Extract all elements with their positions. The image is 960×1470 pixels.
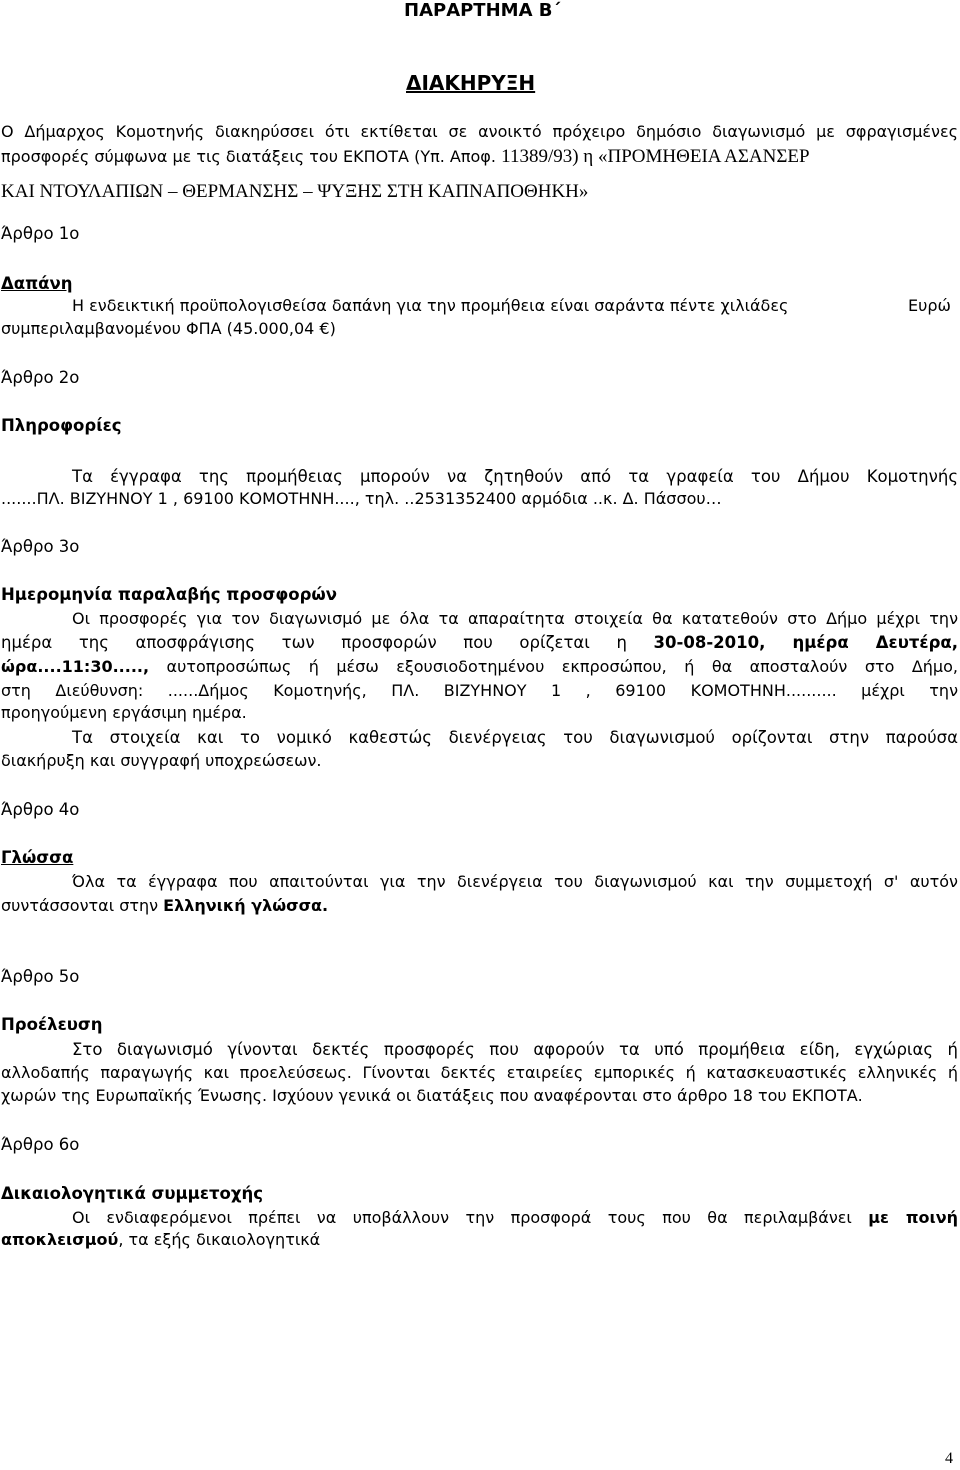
annex-label: ΠΑΡΑΡΤΗΜΑ Β΄ <box>404 0 561 21</box>
article-5-label: Άρθρο 5ο <box>1 967 80 986</box>
article-1-euro: Ευρώ <box>908 296 951 315</box>
article-1-line-2: συμπεριλαμβανομένου ΦΠΑ (45.000,04 €) <box>1 319 336 338</box>
article-1-label: Άρθρο 1ο <box>1 224 80 243</box>
article-6-exclusion: αποκλεισμού <box>1 1230 119 1249</box>
article-3-line-4: στη Διεύθυνση: ......Δήμος Κομοτηνής, ΠΛ. ΒΙΖΥΗΝΟΥ 1 , 69100 ΚΟΜΟΤΗΝΗ.......... μέχρι την <box>1 681 958 700</box>
intro-line-2 <box>1 146 958 168</box>
article-3-line-6: Τα στοιχεία και το νομικό καθεστώς διενέργειας του διαγωνισμού ορίζονται στην παρούσα <box>72 728 958 747</box>
article-3-line-5: προηγούμενη εργάσιμη ημέρα. <box>1 703 247 722</box>
article-4-line-1: Όλα τα έγγραφα που απαιτούνται για την διενέργεια του διαγωνισμού και την συμμετοχή σ' αυτόν <box>72 872 958 891</box>
article-3-line-3-text: αυτοπροσώπως ή μέσω εξουσιοδοτημένου εκπροσώπου, ή θα αποσταλούν στο Δήμο, <box>166 657 958 676</box>
article-6-penalty: με ποινή <box>868 1208 958 1227</box>
article-3-heading: Ημερομηνία παραλαβής προσφορών <box>1 585 337 604</box>
article-3-deadline-time: ώρα....11:30....., <box>1 657 150 676</box>
article-6-line-1 <box>1 1207 958 1229</box>
intro-line-2-sans: προσφορές σύμφωνα με τις διατάξεις του ΕΚΠΟΤΑ (Υπ. Αποφ. <box>1 147 496 166</box>
article-5-line-2: αλλοδαπής παραγωγής και προελεύσεως. Γίνονται δεκτές εταιρείες εμπορικές ή κατασκευαστικές ελληνικές ή <box>1 1063 958 1082</box>
article-3-line-2-text: ημέρα της αποσφράγισης των προσφορών που ορίζεται η <box>1 633 627 652</box>
page-number: 4 <box>945 1450 953 1467</box>
article-4-label: Άρθρο 4ο <box>1 800 80 819</box>
article-5-line-1: Στο διαγωνισμό γίνονται δεκτές προσφορές που αφορούν τα υπό προμήθεια είδη, εγχώριας ή <box>72 1040 958 1059</box>
article-5-line-3: χωρών της Ευρωπαϊκής Ένωσης. Ισχύουν γενικά οι διατάξεις που αναφέρονται στο άρθρο 18 του ΕΚΠΟΤΑ. <box>1 1086 863 1105</box>
article-6-line-2-text: , τα εξής δικαιολογητικά <box>118 1230 321 1249</box>
article-4-language: Ελληνική γλώσσα. <box>163 896 329 915</box>
article-2-heading: Πληροφορίες <box>1 416 122 435</box>
article-1-heading: Δαπάνη <box>1 274 73 293</box>
article-3-line-2 <box>1 632 958 654</box>
article-4-heading: Γλώσσα <box>1 848 74 867</box>
article-3-line-3 <box>1 656 958 678</box>
article-3-deadline-date: 30-08-2010, ημέρα Δευτέρα, <box>653 633 959 652</box>
article-5-heading: Προέλευση <box>1 1015 103 1034</box>
article-2-line-1: Τα έγγραφα της προμήθειας μπορούν να ζητηθούν από τα γραφεία του Δήμου Κομοτηνής <box>72 467 958 486</box>
article-4-line-2 <box>1 896 328 915</box>
article-6-heading: Δικαιολογητικά συμμετοχής <box>1 1184 264 1203</box>
intro-line-1: Ο Δήμαρχος Κομοτηνής διακηρύσσει ότι εκτίθεται σε ανοικτό πρόχειρο δημόσιο διαγωνισμό με σφραγισμένες <box>1 122 958 141</box>
article-2-line-2: .......ΠΛ. ΒΙΖΥΗΝΟΥ 1 , 69100 ΚΟΜΟΤΗΝΗ...., τηλ. ..2531352400 αρμόδια ..κ. Δ. Πάσσου… <box>1 489 722 508</box>
article-3-label: Άρθρο 3ο <box>1 537 80 556</box>
article-3-line-1: Οι προσφορές για τον διαγωνισμό με όλα τα απαραίτητα στοιχεία θα κατατεθούν στο Δήμο μέχρι την <box>72 609 958 628</box>
article-6-line-1-text: Οι ενδιαφερόμενοι πρέπει να υποβάλλουν την προσφορά τους που θα περιλαμβάνει <box>72 1208 852 1227</box>
document-title: ΔΙΑΚΗΡΥΞΗ <box>406 71 536 95</box>
article-2-label: Άρθρο 2ο <box>1 368 80 387</box>
article-1-line-1: Η ενδεικτική προϋπολογισθείσα δαπάνη για την προμήθεια είναι σαράντα πέντε χιλιάδες <box>72 296 789 315</box>
intro-line-2-serif: 11389/93) η «ΠΡΟΜΗΘΕΙΑ ΑΣΑΝΣΕΡ <box>501 146 810 167</box>
article-4-line-2-text: συντάσσονται στην <box>1 896 159 915</box>
intro-line-3: ΚΑΙ ΝΤΟΥΛΑΠΙΩΝ – ΘΕΡΜΑΝΣΗΣ – ΨΥΞΗΣ ΣΤΗ ΚΑΠΝΑΠΟΘΗΚΗ» <box>1 181 589 202</box>
article-3-line-7: διακήρυξη και συγγραφή υποχρεώσεων. <box>1 751 322 770</box>
article-6-label: Άρθρο 6ο <box>1 1135 80 1154</box>
article-6-line-2 <box>1 1230 320 1249</box>
